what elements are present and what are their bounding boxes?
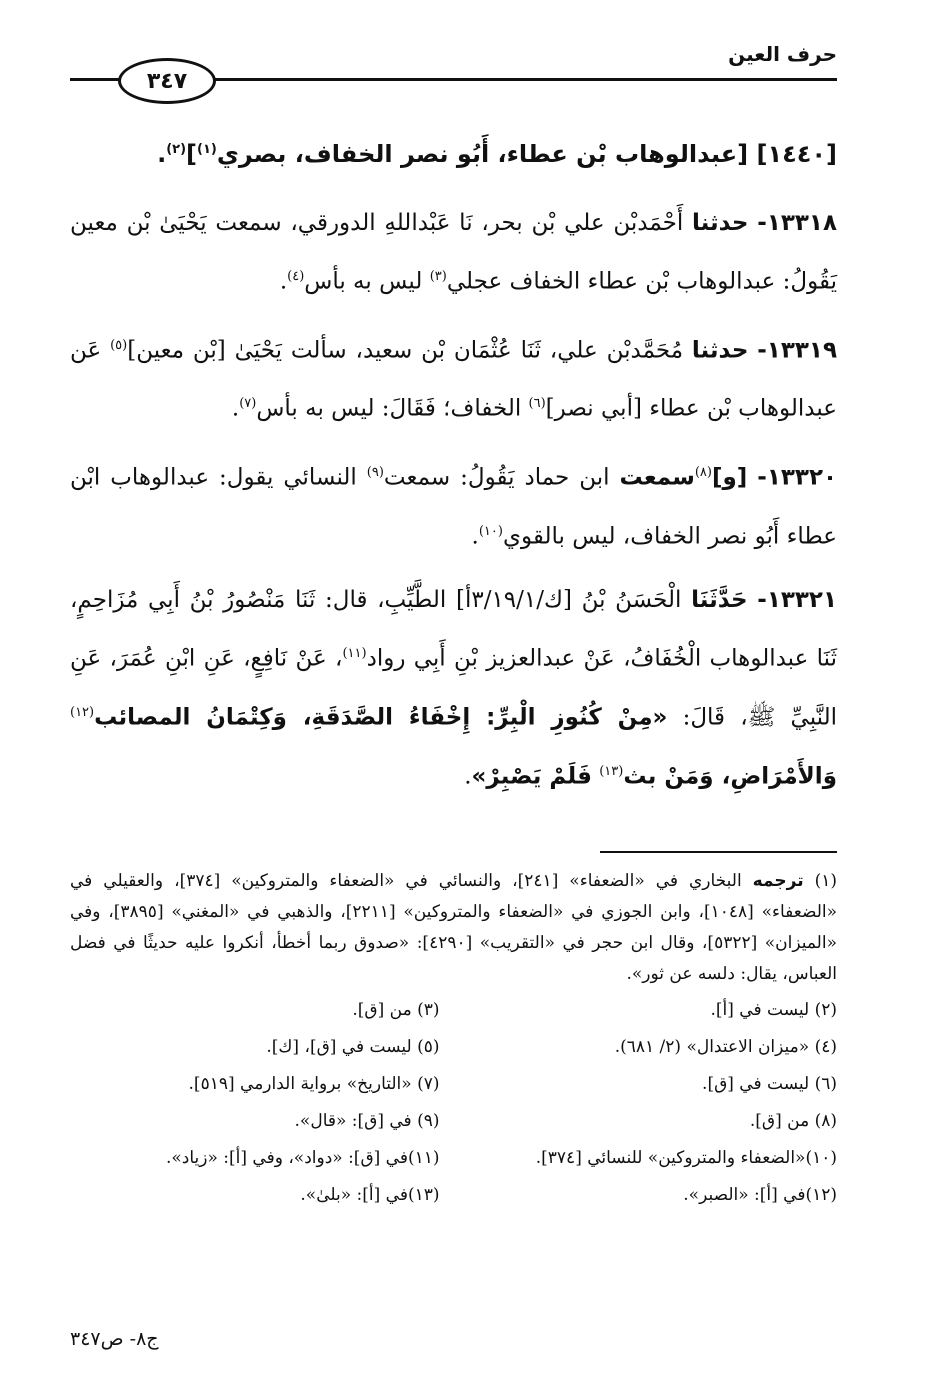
narration-text: مُحَمَّدبْن علي، ثَنَا عُثْمَان بْن سعيد، سألت يَحْيَىٰ [بْن معين]: [127, 337, 684, 364]
main-text: [70, 120, 837, 813]
footnote-ref: (٥): [110, 337, 128, 353]
footnote-text: البخاري في «الضعفاء» [٢٤١]، والنسائي في «الضعفاء والمتروكين» [٣٧٤]، والعقيلي في «الضعفاء» [١٠٤٨]، وابن الجوزي في «الضعفاء والمتروكين» [٢٢١١]، والذهبي في «المغني» [٣٨٩٥]، وفي «الميزان» [٥٣٢٢]، وقال ابن حجر في «التقريب» [٤٢٩٠]: «صدوق ربما أخطأ، أنكروا عليه حديثًا في فضل العباس، يقال: دلسه عن ثور».: [70, 871, 837, 984]
narration-13320: [70, 446, 837, 563]
footnote-ref: (١٣): [599, 763, 624, 779]
narration-number: ١٣٣١٩-: [757, 337, 837, 364]
footnote-ref: (١): [197, 142, 217, 157]
narration-lead: حدثنا: [691, 337, 749, 364]
footnote-1: [70, 866, 837, 990]
narration-text: ابن حماد يَقُولُ: سمعت: [383, 464, 610, 491]
footnote-item: (١١)في [ق]: «دواد»، وفي [أ]: «زياد».: [165, 1148, 440, 1168]
footnote-lead: ترجمه: [752, 871, 804, 891]
narration-13321: [70, 573, 837, 803]
footnote-item: (٥) ليست في [ق]، [ك].: [266, 1037, 440, 1057]
narration-13318: [70, 196, 837, 309]
narration-end: .: [279, 268, 288, 295]
footnote-item: (٦) ليست في [ق].: [702, 1074, 837, 1094]
footnote-item: (٩) في [ق]: «قال».: [294, 1111, 440, 1131]
footnotes: [70, 866, 837, 1214]
footnote-item: (١٠)«الضعفاء والمتروكين» للنسائي [٣٧٤].: [535, 1148, 837, 1168]
narration-text: ليس به بأس: [304, 268, 423, 295]
narration-text: أَحْمَدبْن علي بْن بحر، نَا عَبْداللهِ الدورقي، سمعت يَحْيَىٰ بْن معين يَقُولُ: عبدالوهاب بْن عطاء الخفاف عجلي: [70, 210, 837, 295]
footnote-item: (٤) «ميزان الاعتدال» (٢/ ٦٨١).: [614, 1037, 837, 1057]
hadith-text: «مِنْ كُنُوزِ الْبِرِّ: إِخْفَاءُ الصَّدَقَةِ، وَكِتْمَانُ المصائب: [94, 704, 668, 731]
narration-text: الْحَسَنُ بْنُ [ك/٣/١٩/١أ] الطَّيِّبِ، قال: ثَنَا مَنْصُورُ بْنُ أَبِي مُزَاحِمٍ، ثَنَا عبدالوهاب الْخُفَافُ، عَنْ عبدالعزيز بْنِ أَبِي رواد: [70, 587, 837, 672]
footnote-item: (٢) ليست في [أ].: [710, 1000, 837, 1020]
narration-number: ١٣٣٢١-: [757, 587, 838, 614]
footnote-item: (٧) «التاريخ» برواية الدارمي [٥١٩].: [188, 1074, 440, 1094]
narration-pre: [و]: [711, 464, 748, 491]
footnote-number: (١): [814, 871, 837, 891]
footnote-item: (٣) من [ق].: [352, 1000, 440, 1020]
page-reference: ج٨- ص٣٤٧: [70, 1328, 159, 1350]
footnote-ref: (٨): [694, 464, 712, 480]
footnote-item: (١٣)في [أ]: «بلىٰ».: [300, 1185, 440, 1205]
footnote-ref: (١٢): [70, 704, 95, 720]
footnote-item: (١٢)في [أ]: «الصبر».: [683, 1185, 837, 1205]
footnote-grid: [70, 992, 837, 1214]
footnote-ref: (٤): [287, 269, 305, 284]
page-number-oval: ٣٤٧: [118, 58, 216, 104]
hadith-text: فَلَمْ يَصْبِرْ»: [471, 763, 592, 790]
footnote-ref: (١١): [342, 646, 367, 662]
narration-number: ١٣٣٢٠-: [757, 464, 838, 491]
footnote-item: (٨) من [ق].: [749, 1111, 837, 1131]
narration-13319: [70, 319, 837, 436]
entry-title: [70, 128, 837, 176]
footnote-ref: (٢): [166, 142, 187, 157]
footnote-ref: (٧): [239, 396, 257, 412]
narration-number: ١٣٣١٨-: [757, 210, 838, 236]
footnote-ref: (١٠): [478, 523, 503, 539]
narration-lead: سمعت: [619, 464, 695, 491]
narration-text: ، عَنْ نَافِعٍ، عَنِ ابْنِ عُمَرَ، عَنِ النَّبِيِّ ﷺ، قَالَ:: [70, 645, 837, 731]
narration-text: عَن عبدالوهاب بْن عطاء [أبي نصر]: [70, 337, 837, 422]
narration-lead: حدثنا: [691, 210, 749, 236]
narration-text: الخفاف؛ فَقَالَ: ليس به بأس: [256, 395, 522, 422]
narration-end: .: [231, 395, 240, 422]
footnote-ref: (٩): [366, 464, 384, 480]
entry-title-close: ]: [186, 140, 197, 168]
footnote-ref: (٦): [528, 396, 546, 412]
narration-text: النسائي يقول: عبدالوهاب ابْن عطاء أَبُو نصر الخفاف، ليس بالقوي: [70, 464, 837, 550]
footnote-ref: (٣): [429, 269, 447, 284]
narration-end: .: [464, 763, 472, 790]
entry-title-end: .: [157, 140, 167, 168]
narration-end: .: [471, 523, 479, 550]
running-head: حرف العين: [728, 42, 837, 66]
entry-title-text: [١٤٤٠] [عبدالوهاب بْن عطاء، أَبُو نصر الخفاف، بصري: [216, 140, 837, 168]
footnote-rule: [600, 851, 837, 853]
hadith-text: وَالأَمْرَاضِ، وَمَنْ بث: [623, 763, 837, 790]
narration-lead: حَدَّثَنَا: [691, 587, 748, 614]
